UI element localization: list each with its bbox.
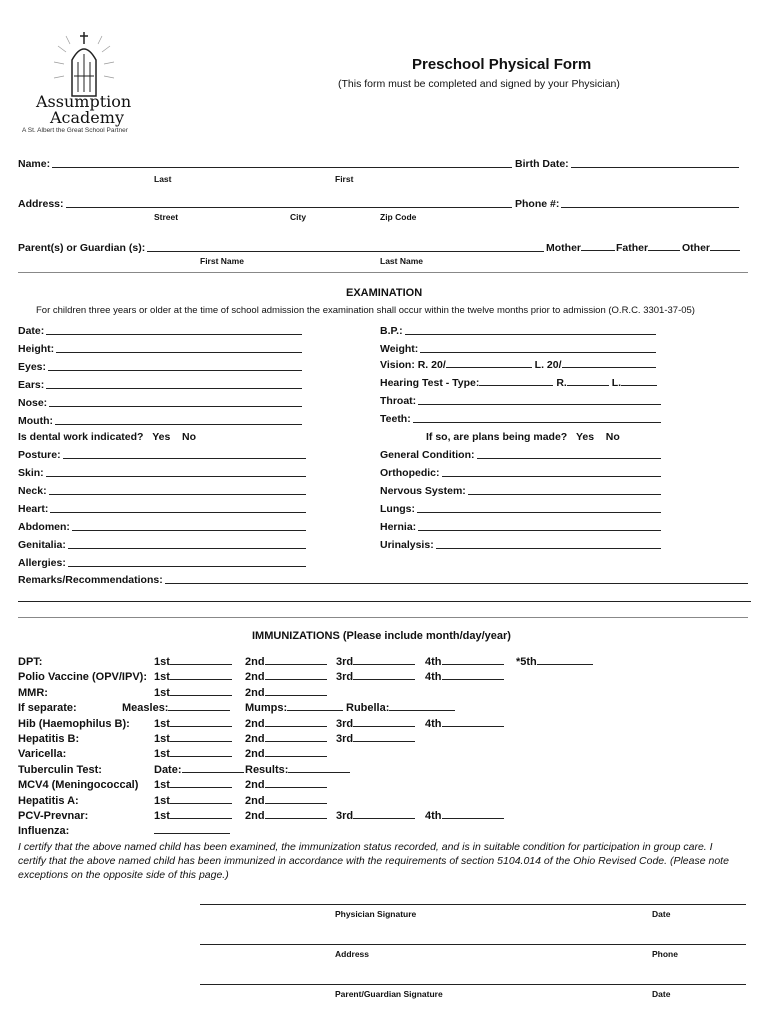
phone-field[interactable]: Phone #:: [515, 198, 739, 210]
imm-cell[interactable]: Rubella:: [346, 702, 455, 714]
plans-no[interactable]: No: [605, 431, 620, 443]
imm-cell[interactable]: 2nd: [245, 671, 327, 683]
remarks-field[interactable]: Remarks/Recommendations:: [18, 574, 748, 586]
exam-field[interactable]: General Condition:: [380, 449, 661, 461]
imm-label: Influenza:: [18, 825, 70, 838]
address-field[interactable]: Address:: [18, 198, 512, 210]
imm-label: Varicella:: [18, 748, 67, 761]
birth-date-field[interactable]: Birth Date:: [515, 158, 739, 170]
hearing-field[interactable]: Hearing Test - Type: R. L.: [380, 377, 657, 389]
dental-question: Is dental work indicated? Yes No: [18, 431, 196, 443]
exam-field[interactable]: Abdomen:: [18, 521, 306, 533]
exam-field[interactable]: Heart:: [18, 503, 306, 515]
exam-field[interactable]: Height:: [18, 343, 302, 355]
first-caption: First: [335, 174, 354, 184]
imm-cell[interactable]: 1st: [154, 733, 232, 745]
exam-field[interactable]: Mouth:: [18, 415, 302, 427]
signature-caption: Address: [335, 949, 370, 959]
exam-field[interactable]: Ears:: [18, 379, 302, 391]
imm-cell[interactable]: 1st: [154, 671, 232, 683]
imm-label: PCV-Prevnar:: [18, 810, 89, 822]
teeth-field[interactable]: Teeth:: [380, 413, 661, 425]
imm-cell[interactable]: 1st: [154, 656, 232, 668]
signature-line[interactable]: [200, 984, 746, 985]
divider-2: [18, 617, 748, 618]
exam-field[interactable]: Allergies:: [18, 557, 306, 569]
imm-cell[interactable]: 1st: [154, 718, 232, 730]
exam-field[interactable]: B.P.:: [380, 325, 656, 337]
imm-cell[interactable]: Measles:: [122, 702, 230, 714]
plans-question: If so, are plans being made? Yes No: [426, 431, 620, 443]
exam-title: EXAMINATION: [346, 287, 423, 299]
imm-cell[interactable]: 1st: [154, 795, 232, 807]
imm-cell[interactable]: Date:: [154, 764, 244, 776]
exam-field[interactable]: Lungs:: [380, 503, 661, 515]
remarks-line-2[interactable]: [18, 601, 751, 602]
street-caption: Street: [154, 212, 179, 222]
exam-field[interactable]: Skin:: [18, 467, 306, 479]
name-field[interactable]: Name:: [18, 158, 512, 170]
signature-caption: Parent/Guardian Signature: [335, 989, 443, 999]
imm-cell[interactable]: 4th: [425, 671, 504, 683]
certification-text: I certify that the above named child has been examined, the immunization status recorded, and is in suitable condition for participation in group care. I certify that the above named child has been immunized in accordance with the requirements of section 5104.014 of the Ohio Revised Code. (Please note exceptions on the opposite side of this page.): [18, 841, 729, 881]
school-logo: [22, 30, 146, 136]
exam-field[interactable]: Nose:: [18, 397, 302, 409]
imm-label: MCV4 (Meningococcal): [18, 779, 139, 792]
imm-cell[interactable]: 2nd: [245, 733, 327, 745]
signature-caption: Physician Signature: [335, 909, 417, 919]
imm-cell[interactable]: [154, 825, 230, 837]
first-name-caption: First Name: [200, 256, 244, 266]
vision-field[interactable]: Vision: R. 20/ L. 20/: [380, 359, 656, 371]
exam-field[interactable]: Urinalysis:: [380, 539, 661, 551]
logo-tagline: A St. Albert the Great School Partner: [22, 127, 128, 134]
divider: [18, 272, 748, 273]
exam-field[interactable]: Orthopedic:: [380, 467, 661, 479]
page-subtitle: (This form must be completed and signed by your Physician): [338, 78, 620, 90]
imm-label: Hepatitis A:: [18, 794, 79, 807]
parent-field[interactable]: Parent(s) or Guardian (s):: [18, 242, 544, 254]
signature-caption-right: Date: [652, 909, 671, 919]
exam-field[interactable]: Hernia:: [380, 521, 661, 533]
imm-cell[interactable]: 2nd: [245, 810, 327, 822]
plans-yes[interactable]: Yes: [575, 431, 595, 443]
imm-cell[interactable]: 2nd: [245, 779, 327, 791]
dental-no[interactable]: No: [182, 431, 196, 443]
imm-cell[interactable]: Mumps:: [245, 702, 343, 714]
mother-option[interactable]: Mother: [546, 242, 615, 254]
imm-cell[interactable]: 3rd: [336, 656, 415, 668]
imm-cell[interactable]: 2nd: [245, 795, 327, 807]
imm-label: DPT:: [18, 656, 43, 668]
other-option[interactable]: Other: [682, 242, 740, 254]
imm-cell[interactable]: 2nd: [245, 656, 327, 668]
imm-cell[interactable]: 2nd: [245, 748, 327, 760]
imm-label: Hib (Haemophilus B):: [18, 717, 130, 730]
page-title: Preschool Physical Form: [412, 56, 592, 73]
city-caption: City: [290, 212, 307, 222]
zip-caption: Zip Code: [380, 212, 417, 222]
imm-label: If separate:: [18, 702, 77, 715]
signature-line[interactable]: [200, 944, 746, 945]
imm-title: IMMUNIZATIONS (Please include month/day/year): [252, 630, 511, 642]
imm-cell[interactable]: 2nd: [245, 687, 327, 699]
logo-name-1: Assumption: [36, 92, 132, 111]
imm-cell[interactable]: 4th: [425, 810, 504, 822]
imm-cell[interactable]: *5th: [516, 656, 593, 668]
imm-cell[interactable]: 1st: [154, 779, 232, 791]
exam-field[interactable]: Genitalia:: [18, 539, 306, 551]
exam-field[interactable]: Neck:: [18, 485, 306, 497]
imm-cell[interactable]: 3rd: [336, 733, 415, 745]
imm-cell[interactable]: 4th: [425, 656, 504, 668]
signature-line[interactable]: [200, 904, 746, 905]
imm-cell[interactable]: 3rd: [336, 718, 415, 730]
imm-cell[interactable]: 2nd: [245, 718, 327, 730]
imm-cell[interactable]: 1st: [154, 748, 232, 760]
exam-note: For children three years or older at the time of school admission the examination shall occur within the twelve months prior to admission (O.R.C. 3301-37-05): [36, 305, 695, 316]
imm-cell[interactable]: 1st: [154, 687, 232, 699]
signature-caption-right: Date: [652, 989, 671, 999]
imm-cell[interactable]: 3rd: [336, 671, 415, 683]
imm-label: Tuberculin Test:: [18, 763, 102, 776]
imm-cell[interactable]: 4th: [425, 718, 504, 730]
signature-caption-right: Phone: [652, 949, 678, 959]
imm-label: Polio Vaccine (OPV/IPV):: [18, 671, 147, 684]
father-option[interactable]: Father: [616, 242, 680, 254]
exam-field[interactable]: Posture:: [18, 449, 306, 461]
logo-name-2: Academy: [50, 108, 124, 127]
throat-field[interactable]: Throat:: [380, 395, 661, 407]
imm-cell[interactable]: Results:: [245, 764, 350, 776]
imm-cell[interactable]: 3rd: [336, 810, 415, 822]
exam-field[interactable]: Date:: [18, 325, 302, 337]
exam-field[interactable]: Eyes:: [18, 361, 302, 373]
exam-field[interactable]: Weight:: [380, 343, 656, 355]
imm-cell[interactable]: 1st: [154, 810, 232, 822]
imm-label: Hepatitis B:: [18, 733, 80, 745]
exam-field[interactable]: Nervous System:: [380, 485, 661, 497]
chapel-icon: [22, 30, 146, 100]
dental-yes[interactable]: Yes: [152, 431, 171, 443]
last-caption: Last: [154, 174, 172, 184]
last-name-caption: Last Name: [380, 256, 423, 266]
imm-label: MMR:: [18, 686, 48, 699]
